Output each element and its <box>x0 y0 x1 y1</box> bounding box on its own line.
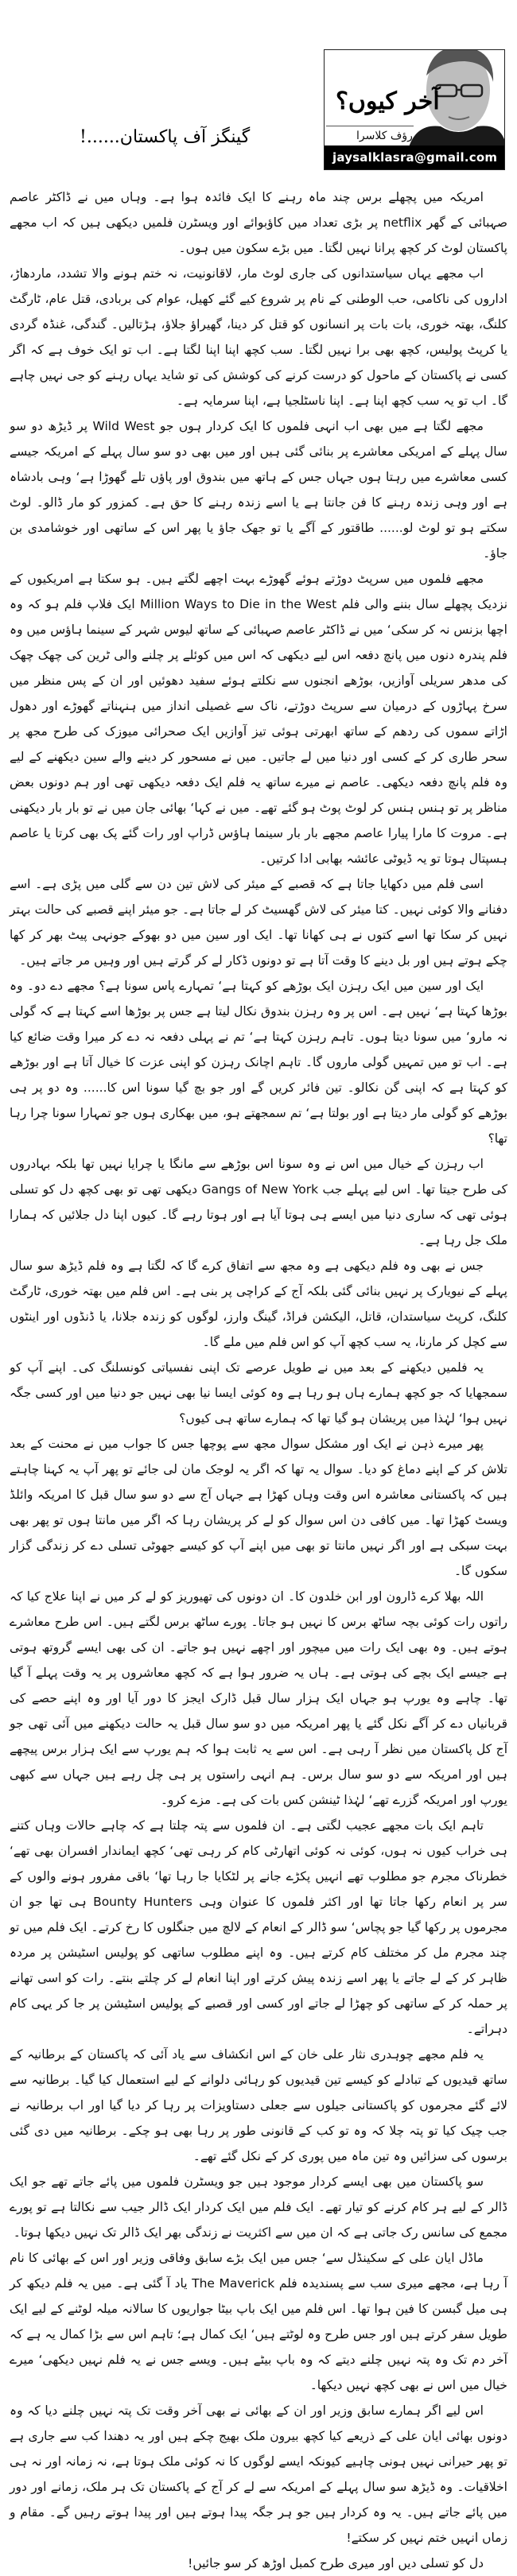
paragraph: ماڈل ایان علی کے سکینڈل سے‘ جس میں ایک بڑے سابق وفاقی وزیر اور اس کے بھائی کا نام آ رہا ہے، مجھے میری سب سے پسندیدہ فلم The Maverick یاد آ گئی ہے۔ میں یہ فلم دیکھ کر ہی میل گبسن کا فین ہوا تھا۔ اس فلم میں ایک باپ بیٹا جواریوں کا سالانہ میلہ لوٹنے کے لیے ایک طویل سفر کرتے ہیں اور جس طرح وہ لوٹتے ہیں‘ ایک کمال ہے؛ تاہم اس سے بڑا کمال یہ ہے کہ آخر دم تک وہ پتہ نہیں چلنے دیتے کہ وہ باپ بیٹے ہیں۔ ویسے جس نے یہ فلم نہیں دیکھی‘ میرے خیال میں اس نے بھی کچھ نہیں دیکھا۔ <box>10 2251 507 2392</box>
column-logo-box <box>324 49 505 170</box>
paragraph: اسی فلم میں دکھایا جاتا ہے کہ قصبے کے میئر کی لاش تین دن سے گلی میں پڑی ہے۔ اسے دفنانے والا کوئی نہیں۔ کتا میئر کی لاش گھسیٹ کر لے جاتا ہے۔ جو میئر اپنے قصبے کی حالت بہتر نہیں کر سکا تھا اسے کتوں نے ہی کھانا تھا۔ ایک اور سین میں دو بھوکے جونہی پیٹ بھر کر کھا چکے ہوتے ہیں اور بل دینے کا وقت آتا ہے تو دونوں ڈکار لے کر گرتے ہیں اور وہیں مر جاتے ہیں۔ <box>10 877 507 968</box>
column-header <box>0 0 517 175</box>
paragraph: اب مجھے یہاں سیاستدانوں کی جاری لوٹ مار، لاقانونیت، نہ ختم ہونے والا تشدد، ماردھاڑ، اداروں کی ناکامی، حب الوطنی کے نام پر شروع کیے گئے کھیل، عوام کی بربادی، قتل عام، ٹارگٹ کلنگ، بھتہ خوری، بات بات پر انسانوں کو قتل کر دینا، گھیراؤ جلاؤ، ہڑتالیں۔ گندگی، غنڈہ گردی یا کرپٹ پولیس، کچھ بھی برا نہیں لگتا۔ سب کچھ اپنا اپنا لگتا ہے۔ اب تو ایک خوف ہے کہ اگر کسی نے پاکستان کے ماحول کو درست کرنے کی کوشش کی تو شاید یہاں رہنے کو جی نہیں چاہے گا۔ اب تو یہ سب کچھ اپنا ہے۔ اپنا ناسٹلجیا ہے، اپنا سرمایہ ہے۔ <box>10 266 507 408</box>
article-headline: گینگز آف پاکستان......! <box>80 127 251 147</box>
column-name: آخر کیوں؟ <box>336 87 440 115</box>
paragraph: امریکہ میں پچھلے برس چند ماہ رہنے کا ایک فائدہ ہوا ہے۔ وہاں میں نے ڈاکٹر عاصم صہبائی کے گھر netflix پر بڑی تعداد میں کاؤبوائے اور ویسٹرن فلمیں دیکھی ہیں کہ اب مجھے پاکستان لوٹ کر کچھ پرانا نہیں لگتا۔ میں بڑے سکون میں ہوں۔ <box>10 190 507 255</box>
paragraph: یہ فلمیں دیکھنے کے بعد میں نے طویل عرصے تک اپنی نفسیاتی کونسلنگ کی۔ اپنے آپ کو سمجھایا کہ جو کچھ ہمارے ہاں ہو رہا ہے وہ کوئی ایسا نیا بھی نہیں جو دنیا میں اور کسی جگہ نہیں ہوا‘ لہٰذا میں پریشان ہو گیا تھا کہ ہمارے ساتھ ہی کیوں؟ <box>10 1360 507 1426</box>
paragraph: پھر میرے ذہن نے ایک اور مشکل سوال مجھ سے پوچھا جس کا جواب میں نے محنت کے بعد تلاش کر کے اپنے دماغ کو دیا۔ سوال یہ تھا کہ اگر یہ لوجک مان لی جائے تو پھر آپ یہ کہنا چاہتے ہیں کہ پاکستانی معاشرہ اس وقت وہاں کھڑا ہے جہاں آج سے دو سو سال قبل کا امریکہ وائلڈ ویسٹ کھڑا تھا۔ میں کافی دن اس سوال کو لے کر پریشان رہا کہ اگر میں مانتا ہوں تو پھر بھی بہت سبکی ہے اور اگر نہیں مانتا تو بھی میں اپنے آپ کو کیسے جھوٹی تسلی دے کر زندگی گزار سکوں گا۔ <box>10 1437 507 1578</box>
paragraph: یہ فلم مجھے چوہدری نثار علی خان کے اس انکشاف سے یاد آئی کہ پاکستان کے برطانیہ کے ساتھ قیدیوں کے تبادلے کو کیسے تین قیدیوں کو رہائی دلوانے کے لیے استعمال کیا گیا۔ برطانیہ سے لائے گئے مجرموں کو پاکستانی جیلوں سے جعلی دستاویزات پر رہا کر دیا گیا اور اب برطانیہ نے جب چیک کیا تو پتہ چلا کہ وہ تو کب کے قانونی طور پر رہا بھی ہو چکے۔ برطانیہ میں دی گئی برسوں کی سزائیں وہ تین ماہ میں پوری کر کے نکل گئے تھے۔ <box>10 2047 507 2163</box>
paragraph: ایک اور سین میں ایک رہزن ایک بوڑھے کو کہتا ہے‘ تمہارے پاس سونا ہے؟ مجھے دے دو۔ وہ بوڑھا کہتا ہے‘ نہیں ہے۔ اس پر وہ رہزن بندوق نکال لیتا ہے جس پر بوڑھا اسے کہتا ہے کہ گولی نہ مارو‘ میں سونا دیتا ہوں۔ تاہم رہزن کہتا ہے‘ تم نے پہلی دفعہ نہ دے کر میرا وقت ضائع کیا ہے۔ اب تو میں تمہیں گولی ماروں گا۔ تاہم اچانک رہزن کو اپنی عزت کا خیال آتا ہے اور بوڑھے کو کہتا ہے کہ اپنی گن نکالو۔ تین فائر کریں گے اور جو بچ گیا سونا اس کا...... وہ دو پر ہی بوڑھے کو گولی مار دیتا ہے اور بولتا ہے‘ تم سمجھتے ہو، میں بھکاری ہوں جو تمہارا سونا چرا رہا تھا؟ <box>10 979 507 1146</box>
paragraph: تاہم ایک بات مجھے عجیب لگتی ہے۔ ان فلموں سے پتہ چلتا ہے کہ چاہے حالات وہاں کتنے ہی خراب کیوں نہ ہوں، کوئی نہ کوئی اتھارٹی کام کر رہی تھی‘ کچھ ایماندار افسران بھی تھے‘ خطرناک مجرم جو مطلوب تھے انہیں پکڑے جانے پر لٹکایا جا رہا تھا‘ باقی مفرور ہونے والوں کے سر پر انعام رکھا جاتا تھا اور اکثر فلموں کا عنوان وہی Bounty Hunters ہی تھا جو ان مجرموں پر رکھا گیا جو پچاس‘ سو ڈالر کے انعام کے لالچ میں جنگلوں کا رخ کرتے۔ ایک فلم میں تو چند مجرم مل کر مختلف کام کرتے ہیں۔ وہ اپنے مطلوب ساتھی کو پولیس اسٹیشن پر مردہ ظاہر کر کے لے جاتے یا پھر اسے زندہ پیش کرتے اور اپنا انعام لے کر چلتے بنتے۔ رات کو اسی تھانے پر حملہ کر کے ساتھی کو چھڑا لے جاتے اور کسی اور قصبے کے پولیس اسٹیشن پر جا کر یہی کام دہراتے۔ <box>10 1818 507 2036</box>
author-email[interactable]: jaysalklasra@gmail.com <box>325 145 504 169</box>
paragraph: سو پاکستان میں بھی ایسے کردار موجود ہیں جو ویسٹرن فلموں میں پائے جاتے تھے جو ایک ڈالر کے لیے ہر کام کرنے کو تیار تھے۔ ایک فلم میں ایک کردار ایک ڈالر جیب سے نکالتا ہے تو پورے مجمع کی سانس رک جاتی ہے کہ ان میں سے اکثریت نے زندگی بھر ایک ڈالر تک نہیں دیکھا ہوتا۔ <box>10 2174 507 2240</box>
article-body <box>10 184 507 2576</box>
paragraph: اللہ بھلا کرے ڈارون اور ابن خلدون کا۔ ان دونوں کی تھیوریز کو لے کر میں نے اپنا علاج کیا کہ راتوں رات کوئی بچہ ساٹھ برس کا نہیں ہو جاتا۔ پورے ساٹھ برس لگتے ہیں۔ اس طرح معاشرے ہوتے ہیں۔ وہ بھی ایک رات میں میچور اور اچھے نہیں ہو جاتے۔ ان کی بھی ایسے گروتھ ہوتی ہے جیسے ایک بچے کی ہوتی ہے۔ ہاں یہ ضرور ہوا ہے کہ کچھ معاشروں پر یہ وقت پہلے آ گیا تھا۔ چاہے وہ یورپ ہو جہاں ایک ہزار سال قبل ڈارک ایجز کا دور آیا اور وہ اپنے حصے کی قربانیاں دے کر آگے نکل گئے یا پھر امریکہ میں دو سو سال قبل یہ حالت دیکھنے میں آئی تھی جو آج کل پاکستان میں نظر آ رہی ہے۔ اس سے یہ ثابت ہوا کہ ہم یورپ سے ایک ہزار برس پیچھے ہیں اور امریکہ سے دو سو سال برس۔ ہم انہی راستوں پر ہی چل رہے ہیں جہاں سے کبھی یورپ اور امریکہ گزرے تھے‘ لہٰذا ٹینشن کس بات کی ہے۔ مزے کرو۔ <box>10 1589 507 1807</box>
paragraph: دل کو تسلی دیں اور میری طرح کمبل اوڑھ کر سو جائیں! <box>188 2556 484 2570</box>
paragraph: مجھے لگتا ہے میں بھی اب انہی فلموں کا ایک کردار ہوں جو Wild West پر ڈیڑھ دو سو سال پہلے کے امریکی معاشرے پر بنائی گئی ہیں اور میں بھی دو سو سال پہلے کے امریکہ جیسے کسی معاشرے میں رہتا ہوں جہاں جس کے ہاتھ میں بندوق اور پاؤں تلے گھوڑا ہے‘ وہی بادشاہ ہے اور وہی زندہ رہنے کا فن جانتا ہے یا اسے زندہ رہنے کا حق ہے۔ کمزور کو مار ڈالو۔ لوٹ سکتے ہو تو لوٹ لو...... طاقتور کے آگے یا تو جھک جاؤ یا پھر اس کے ساتھی اور خوشامدی بن جاؤ۔ <box>10 419 507 561</box>
paragraph: اس لیے اگر ہمارے سابق وزیر اور ان کے بھائی نے بھی آخر وقت تک پتہ نہیں چلنے دیا کہ وہ دونوں بھائی ایان علی کے ذریعے کیا کچھ بیرون ملک بھیج چکے ہیں اور یہ دھندا کب سے جاری ہے تو پھر حیرانی نہیں ہونی چاہیے کیونکہ ایسے لوگوں کا نہ کوئی ملک ہوتا ہے، نہ زمانہ اور نہ ہی اخلاقیات۔ وہ ڈیڑھ سو سال پہلے کے امریکہ سے لے کر آج کے پاکستان تک ہر ملک، زمانے اور دور میں پائے جاتے ہیں۔ یہ وہ کردار ہیں جو ہر جگہ پیدا ہوتے ہیں اور پیدا ہوتے رہیں گے۔ مقام و زماں انہیں ختم نہیں کر سکتے! <box>10 2403 507 2545</box>
paragraph: مجھے فلموں میں سرپٹ دوڑتے ہوئے گھوڑے بہت اچھے لگتے ہیں۔ ہو سکتا ہے امریکیوں کے نزدیک پچھلے سال بننے والی فلم Million Ways to Die in the West ایک فلاپ فلم ہو کہ وہ اچھا بزنس نہ کر سکی‘ میں نے ڈاکٹر عاصم صہبائی کے ساتھ لیوس شہر کے سینما ہاؤس میں وہ فلم پندرہ دنوں میں پانچ دفعہ اس لیے دیکھی کہ اس میں کوئلے پر چلنے والی ٹرین کی چھک چھک کی مدھر سریلی آوازیں، بوڑھے انجنوں سے نکلتے ہوئے سفید دھوئیں اور ان کے پس منظر میں سرخ پہاڑوں کے درمیان سے سرپٹ دوڑتے، ناک سے غصیلی انداز میں ہنہناتے گھوڑے اور دھول اڑاتے سموں کی ردھم کے ساتھ ابھرتی ہوئی تیز آوازیں ایک صحرائی میوزک کی طرح مجھ پر سحر طاری کر کے کسی اور دنیا میں لے جاتیں۔ میں نے مسحور کر دینے والے سین دیکھنے کے لیے وہ فلم پانچ دفعہ دیکھی۔ عاصم نے میرے ساتھ یہ فلم ایک دفعہ دیکھی تھی اور ہم دونوں بعض مناظر پر تو ہنس ہنس کر لوٹ پوٹ ہو گئے تھے۔ میں نے کہا‘ بھائی جان میں نے تو بار بار دیکھنی ہے۔ مروت کا مارا پیارا عاصم مجھے بار بار سینما ہاؤس ڈراپ اور رات گئے پک بھی کرتا یا عاصم ہسپتال ہوتا تو یہ ڈیوٹی عائشہ بھابی ادا کرتیں۔ <box>10 572 508 866</box>
paragraph: اب رہزن کے خیال میں اس نے وہ سونا اس بوڑھے سے مانگا یا چرایا نہیں تھا بلکہ بہادروں کی طرح جیتا تھا۔ اس لیے پہلے جب Gangs of New York دیکھی تھی تو بھی کچھ دل کو تسلی ہوئی تھی کہ ساری دنیا میں ایسے ہی ہوتا آیا ہے اور ہوتا رہے گا۔ کیوں اپنا دل جلائیں کہ ہمارا ملک جل رہا ہے۔ <box>10 1157 507 1247</box>
author-name: رؤف کلاسرا <box>356 130 413 142</box>
paragraph: جس نے بھی وہ فلم دیکھی ہے وہ مجھ سے اتفاق کرے گا کہ لگتا ہے وہ فلم ڈیڑھ سو سال پہلے کے نیویارک پر نہیں بنائی گئی بلکہ آج کے کراچی پر بنی ہے۔ اس فلم میں بھتہ خوری، ٹارگٹ کلنگ، کرپٹ سیاستدان، قاتل، الیکشن فراڈ، گینگ وارز، لوگوں کو زندہ جلانا، یا ڈنڈوں اور اینٹوں سے کچل کر مارنا، یہ سب کچھ آپ کو اس فلم میں ملے گا۔ <box>10 1259 507 1349</box>
